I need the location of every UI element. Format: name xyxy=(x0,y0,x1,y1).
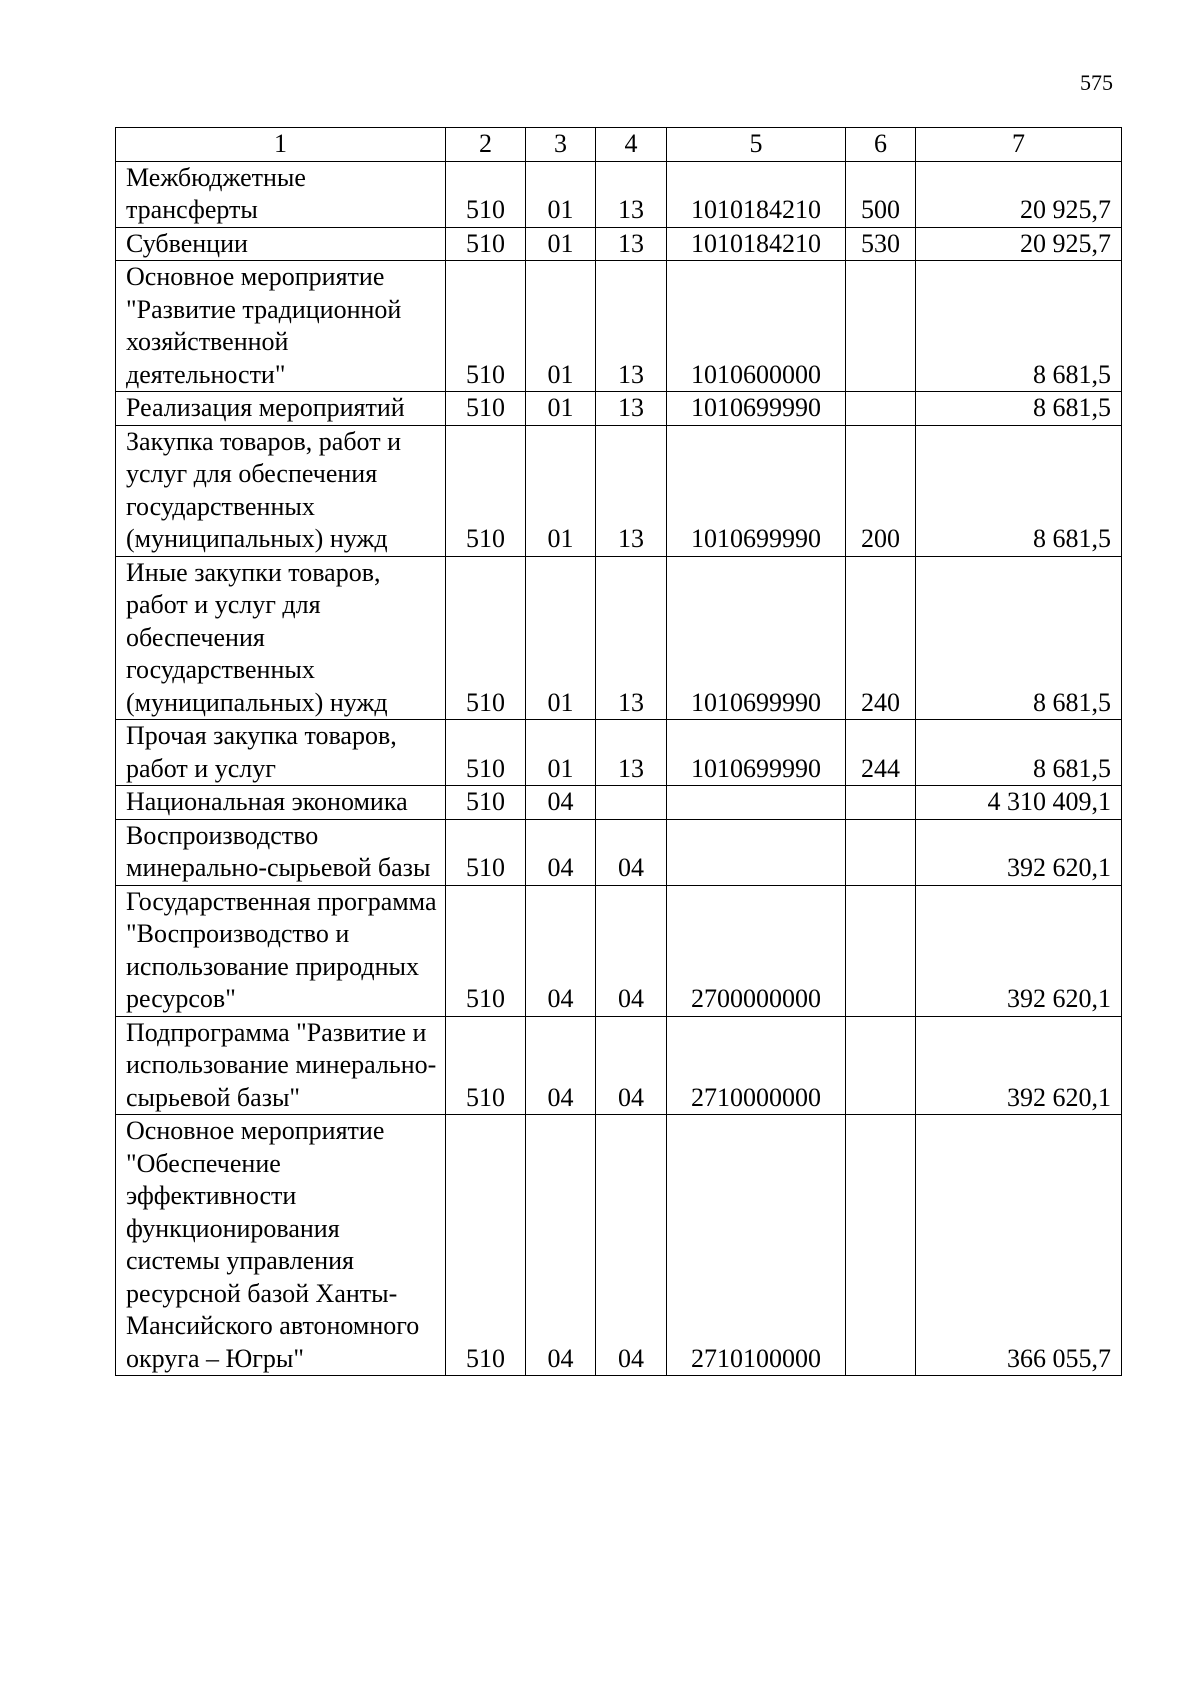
cell-col5 xyxy=(667,819,846,885)
cell-col4: 13 xyxy=(596,425,667,556)
cell-amount: 392 620,1 xyxy=(916,1016,1122,1115)
column-header: 5 xyxy=(667,128,846,162)
cell-col4: 13 xyxy=(596,720,667,786)
cell-amount: 8 681,5 xyxy=(916,392,1122,426)
cell-col5: 1010184210 xyxy=(667,227,846,261)
column-header: 6 xyxy=(846,128,916,162)
cell-col4: 04 xyxy=(596,819,667,885)
cell-col2: 510 xyxy=(446,161,526,227)
row-name: Основное мероприятие "Развитие традиционной хозяйственной деятельности" xyxy=(116,261,446,392)
cell-col3: 04 xyxy=(526,1016,596,1115)
cell-amount: 8 681,5 xyxy=(916,261,1122,392)
cell-col2: 510 xyxy=(446,425,526,556)
cell-amount: 392 620,1 xyxy=(916,819,1122,885)
column-header: 7 xyxy=(916,128,1122,162)
row-name: Воспроизводство минерально-сырьевой базы xyxy=(116,819,446,885)
row-name: Реализация мероприятий xyxy=(116,392,446,426)
cell-col3: 01 xyxy=(526,556,596,720)
column-header: 4 xyxy=(596,128,667,162)
cell-col4: 13 xyxy=(596,556,667,720)
cell-col2: 510 xyxy=(446,720,526,786)
cell-col5: 1010600000 xyxy=(667,261,846,392)
cell-col6: 244 xyxy=(846,720,916,786)
cell-col5: 2710100000 xyxy=(667,1115,846,1376)
row-name: Субвенции xyxy=(116,227,446,261)
table-row xyxy=(116,1016,1122,1115)
cell-col2: 510 xyxy=(446,1016,526,1115)
row-name: Национальная экономика xyxy=(116,786,446,820)
cell-col6 xyxy=(846,885,916,1016)
cell-col6 xyxy=(846,392,916,426)
cell-col3: 01 xyxy=(526,392,596,426)
cell-col4: 13 xyxy=(596,392,667,426)
cell-col3: 04 xyxy=(526,885,596,1016)
table-row xyxy=(116,425,1122,556)
cell-col6: 240 xyxy=(846,556,916,720)
cell-col2: 510 xyxy=(446,261,526,392)
cell-col3: 04 xyxy=(526,819,596,885)
table-header-row xyxy=(116,128,1122,162)
table-row xyxy=(116,819,1122,885)
budget-table xyxy=(115,127,1122,1376)
row-name: Закупка товаров, работ и услуг для обеспечения государственных (муниципальных) нужд xyxy=(116,425,446,556)
cell-amount: 366 055,7 xyxy=(916,1115,1122,1376)
cell-col4: 13 xyxy=(596,227,667,261)
cell-col4: 13 xyxy=(596,261,667,392)
row-name: Государственная программа "Воспроизводство и использование природных ресурсов" xyxy=(116,885,446,1016)
cell-amount: 20 925,7 xyxy=(916,161,1122,227)
cell-col3: 01 xyxy=(526,720,596,786)
table-row xyxy=(116,1115,1122,1376)
column-header: 2 xyxy=(446,128,526,162)
cell-col4: 04 xyxy=(596,1115,667,1376)
cell-col2: 510 xyxy=(446,1115,526,1376)
cell-col4: 04 xyxy=(596,1016,667,1115)
cell-col2: 510 xyxy=(446,885,526,1016)
cell-col2: 510 xyxy=(446,786,526,820)
cell-col6 xyxy=(846,1115,916,1376)
cell-col4 xyxy=(596,786,667,820)
cell-col5: 1010699990 xyxy=(667,556,846,720)
cell-col3: 04 xyxy=(526,1115,596,1376)
cell-col5: 1010184210 xyxy=(667,161,846,227)
row-name: Иные закупки товаров, работ и услуг для обеспечения государственных (муниципальных) нужд xyxy=(116,556,446,720)
table-row xyxy=(116,556,1122,720)
cell-col6: 200 xyxy=(846,425,916,556)
cell-amount: 4 310 409,1 xyxy=(916,786,1122,820)
cell-col5: 2700000000 xyxy=(667,885,846,1016)
cell-col2: 510 xyxy=(446,392,526,426)
column-header: 3 xyxy=(526,128,596,162)
table-row xyxy=(116,720,1122,786)
cell-col3: 01 xyxy=(526,261,596,392)
page-number: 575 xyxy=(1080,70,1113,95)
cell-col6 xyxy=(846,786,916,820)
cell-col5: 1010699990 xyxy=(667,392,846,426)
cell-col5: 1010699990 xyxy=(667,720,846,786)
cell-col5: 1010699990 xyxy=(667,425,846,556)
cell-col3: 04 xyxy=(526,786,596,820)
cell-col2: 510 xyxy=(446,556,526,720)
cell-col3: 01 xyxy=(526,227,596,261)
column-header: 1 xyxy=(116,128,446,162)
table-row xyxy=(116,161,1122,227)
table-row xyxy=(116,786,1122,820)
cell-col6: 530 xyxy=(846,227,916,261)
row-name: Прочая закупка товаров, работ и услуг xyxy=(116,720,446,786)
table-row xyxy=(116,227,1122,261)
cell-col5 xyxy=(667,786,846,820)
cell-col4: 04 xyxy=(596,885,667,1016)
cell-col6 xyxy=(846,819,916,885)
row-name: Межбюджетные трансферты xyxy=(116,161,446,227)
cell-col6 xyxy=(846,261,916,392)
cell-col6: 500 xyxy=(846,161,916,227)
cell-col3: 01 xyxy=(526,161,596,227)
cell-col6 xyxy=(846,1016,916,1115)
cell-amount: 20 925,7 xyxy=(916,227,1122,261)
cell-col5: 2710000000 xyxy=(667,1016,846,1115)
cell-amount: 8 681,5 xyxy=(916,720,1122,786)
cell-col4: 13 xyxy=(596,161,667,227)
cell-col2: 510 xyxy=(446,819,526,885)
table-row xyxy=(116,885,1122,1016)
table-row xyxy=(116,392,1122,426)
row-name: Подпрограмма "Развитие и использование минерально-сырьевой базы" xyxy=(116,1016,446,1115)
cell-col3: 01 xyxy=(526,425,596,556)
cell-amount: 392 620,1 xyxy=(916,885,1122,1016)
cell-amount: 8 681,5 xyxy=(916,425,1122,556)
table-row xyxy=(116,261,1122,392)
row-name: Основное мероприятие "Обеспечение эффективности функционирования системы управления ресурсной базой Ханты-Мансийского автономного округа – Югры" xyxy=(116,1115,446,1376)
cell-amount: 8 681,5 xyxy=(916,556,1122,720)
cell-col2: 510 xyxy=(446,227,526,261)
